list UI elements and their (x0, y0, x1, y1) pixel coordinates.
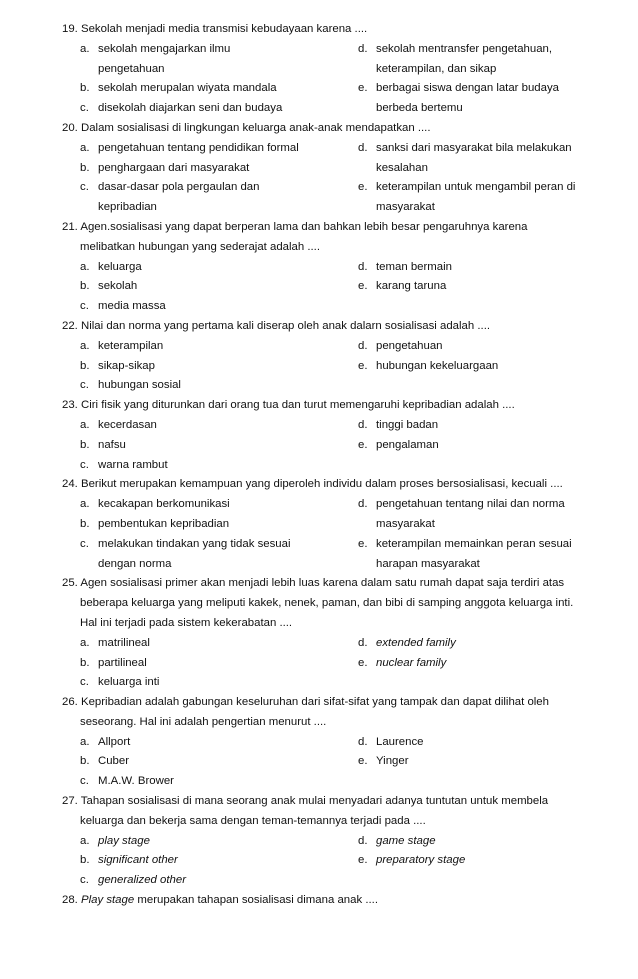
option-a[interactable] (80, 139, 299, 159)
question-stem-continued (0, 614, 638, 634)
question-text: melibatkan hubungan yang sederajat adalah .... (80, 240, 321, 253)
option-e[interactable] (358, 79, 559, 99)
option-letter: e. (358, 854, 368, 867)
option-a[interactable] (80, 416, 157, 436)
question-stem (0, 574, 638, 594)
option-text: keterampilan untuk mengambil peran di (376, 181, 576, 194)
option-letter: a. (80, 735, 90, 748)
option-letter: c. (80, 181, 89, 194)
question-stem (0, 119, 638, 139)
option-row (0, 832, 638, 852)
question-text: Sekolah menjadi media transmisi kebudayaan karena .... (81, 23, 368, 35)
option-letter: c. (80, 458, 89, 471)
question-stem-continued (0, 812, 638, 832)
option-text: M.A.W. Brower (98, 775, 174, 788)
question-stem (0, 20, 638, 40)
option-letter: a. (80, 260, 90, 273)
option-letter: d. (358, 498, 368, 511)
option-row (0, 851, 638, 871)
question-stem (0, 693, 638, 713)
option-c[interactable] (80, 297, 166, 317)
question-number: 25. (62, 577, 81, 590)
option-letter: b. (80, 755, 90, 768)
question-number: 21. (62, 220, 81, 233)
option-text: tinggi badan (376, 418, 439, 431)
question-number: 24. (62, 478, 81, 491)
option-text: keterampilan (98, 339, 164, 352)
option-letter: a. (80, 418, 90, 431)
option-text: generalized other (98, 874, 187, 887)
option-b[interactable] (80, 851, 178, 871)
option-text: sanksi dari masyarakat bila melakukan (376, 141, 572, 154)
option-c[interactable] (98, 555, 171, 575)
question-stem (0, 792, 638, 812)
option-letter: e. (358, 438, 368, 451)
option-row (0, 297, 638, 317)
option-letter: b. (80, 82, 90, 95)
option-d[interactable] (376, 515, 435, 535)
option-row (0, 535, 638, 555)
option-letter: c. (80, 379, 89, 392)
option-letter: a. (80, 636, 90, 649)
option-text: masyarakat (376, 517, 435, 530)
option-a[interactable] (80, 495, 230, 515)
option-letter: e. (358, 181, 368, 194)
question-text: merupakan tahapan sosialisasi dimana anak .... (134, 894, 378, 907)
question-stem (0, 475, 638, 495)
option-e[interactable] (358, 436, 439, 456)
option-c[interactable] (80, 376, 181, 396)
option-b[interactable] (80, 654, 147, 674)
option-text: extended family (376, 636, 456, 649)
option-text: hubungan sosial (98, 379, 181, 392)
question-text: Berikut merupakan kemampuan yang diperoleh individu dalam proses bersosialisasi, kecuali .... (81, 478, 563, 491)
option-letter: a. (80, 141, 90, 154)
option-row (0, 159, 638, 179)
option-row (0, 139, 638, 159)
option-letter: e. (358, 537, 368, 550)
option-text: keterampilan memainkan peran sesuai (376, 537, 572, 550)
option-b[interactable] (80, 357, 155, 377)
option-text: sekolah (98, 280, 138, 293)
option-letter: a. (80, 339, 90, 352)
option-letter: e. (358, 656, 368, 669)
option-text: media massa (98, 300, 166, 313)
option-letter: b. (80, 280, 90, 293)
option-text: Yinger (376, 755, 409, 768)
option-text: dasar-dasar pola pergaulan dan (98, 181, 260, 194)
option-text: Allport (98, 735, 131, 748)
question-text: Agen sosialisasi primer akan menjadi lebih luas karena dalam satu rumah dapat saja terdiri atas (80, 577, 565, 590)
option-text: teman bermain (376, 260, 452, 273)
option-c[interactable] (80, 871, 186, 891)
option-letter: a. (80, 498, 90, 511)
option-text: warna rambut (98, 458, 168, 471)
document-page (0, 20, 638, 911)
option-text: penghargaan dari masyarakat (98, 161, 250, 174)
option-text: pengalaman (376, 438, 439, 451)
option-e[interactable] (358, 654, 446, 674)
option-text: hubungan kekeluargaan (376, 359, 499, 372)
option-a[interactable] (80, 733, 130, 753)
option-text: melakukan tindakan yang tidak sesuai (98, 537, 291, 550)
option-letter: d. (358, 42, 368, 55)
question-stem-continued (0, 594, 638, 614)
option-text: keluarga inti (98, 676, 160, 689)
option-e[interactable] (358, 752, 409, 772)
option-a[interactable] (80, 337, 163, 357)
option-letter: b. (80, 517, 90, 530)
option-letter: c. (80, 676, 89, 689)
option-text: pengetahuan (376, 339, 443, 352)
option-text: kecerdasan (98, 418, 157, 431)
option-letter: d. (358, 141, 368, 154)
option-b[interactable] (80, 79, 277, 99)
option-letter: a. (80, 834, 90, 847)
option-letter: c. (80, 775, 89, 788)
option-b[interactable] (80, 515, 229, 535)
option-text: nuclear family (376, 656, 447, 669)
option-e[interactable] (358, 535, 572, 555)
option-text: game stage (376, 834, 436, 847)
option-c[interactable] (80, 178, 259, 198)
option-text: pengetahuan tentang pendidikan formal (98, 141, 299, 154)
question-number: 26. (62, 696, 81, 709)
question-stem (0, 218, 638, 238)
option-row (0, 277, 638, 297)
question-text: Agen.sosialisasi yang dapat berperan lama dan bahkan lebih besar pengaruhnya karena (80, 220, 528, 233)
option-e[interactable] (358, 178, 575, 198)
option-a[interactable] (80, 40, 230, 60)
option-d[interactable] (358, 832, 436, 852)
option-d[interactable] (376, 159, 428, 179)
option-row (0, 60, 638, 80)
option-row (0, 99, 638, 119)
option-text: keterampilan, dan sikap (376, 62, 497, 75)
option-row (0, 178, 638, 198)
option-letter: c. (80, 300, 89, 313)
option-c[interactable] (80, 535, 291, 555)
option-text: kepribadian (98, 201, 157, 214)
option-text: harapan masyarakat (376, 557, 480, 570)
option-b[interactable] (80, 159, 249, 179)
option-a[interactable] (80, 634, 150, 654)
option-text: disekolah diajarkan seni dan budaya (98, 102, 283, 115)
option-row (0, 337, 638, 357)
question-text: Nilai dan norma yang pertama kali diserap oleh anak dalarn sosialisasi adalah .... (81, 319, 491, 332)
option-text: significant other (98, 854, 178, 867)
option-c[interactable] (98, 198, 157, 218)
question-number: 19. (62, 23, 81, 35)
option-text: pembentukan kepribadian (98, 517, 230, 530)
option-row (0, 515, 638, 535)
option-text: dengan norma (98, 557, 172, 570)
option-text: keluarga (98, 260, 142, 273)
option-e[interactable] (376, 99, 463, 119)
option-e[interactable] (376, 555, 480, 575)
question-text: beberapa keluarga yang meliputi kakek, nenek, paman, dan bibi di samping anggota keluarga inti. (80, 597, 574, 610)
option-letter: b. (80, 438, 90, 451)
option-d[interactable] (358, 258, 452, 278)
option-e[interactable] (358, 277, 446, 297)
option-e[interactable] (358, 851, 465, 871)
option-letter: d. (358, 636, 368, 649)
option-letter: a. (80, 42, 90, 55)
option-row (0, 634, 638, 654)
option-c[interactable] (80, 673, 159, 693)
option-row (0, 416, 638, 436)
option-a[interactable] (80, 832, 150, 852)
option-text: masyarakat (376, 201, 435, 214)
option-a[interactable] (80, 258, 142, 278)
option-d[interactable] (358, 495, 565, 515)
option-b[interactable] (80, 752, 129, 772)
option-text: berbeda bertemu (376, 102, 463, 115)
option-d[interactable] (358, 40, 552, 60)
question-text: Hal ini terjadi pada sistem kekerabatan .... (80, 616, 293, 629)
option-d[interactable] (358, 139, 572, 159)
option-row (0, 40, 638, 60)
option-text: karang taruna (376, 280, 447, 293)
question-text: Dalam sosialisasi di lingkungan keluarga anak-anak mendapatkan .... (81, 121, 431, 134)
option-text: kesalahan (376, 161, 428, 174)
option-row (0, 376, 638, 396)
option-e[interactable] (358, 357, 498, 377)
option-c[interactable] (80, 456, 168, 476)
option-row (0, 495, 638, 515)
option-row (0, 357, 638, 377)
question-stem-continued (0, 238, 638, 258)
option-c[interactable] (80, 99, 282, 119)
option-d[interactable] (358, 733, 424, 753)
option-text: sikap-sikap (98, 359, 155, 372)
option-row (0, 673, 638, 693)
option-text: berbagai siswa dengan latar budaya (376, 82, 560, 95)
option-letter: d. (358, 735, 368, 748)
question-stem (0, 891, 638, 911)
option-letter: e. (358, 82, 368, 95)
option-text: sekolah mentransfer pengetahuan, (376, 42, 553, 55)
option-a[interactable] (98, 60, 165, 80)
question-text: Tahapan sosialisasi di mana seorang anak mulai menyadari adanya tuntutan untuk membela (80, 795, 549, 808)
option-text: sekolah mengajarkan ilmu (98, 42, 231, 55)
option-text: play stage (98, 834, 150, 847)
question-stem (0, 317, 638, 337)
option-text: sekolah merupalan wiyata mandala (98, 82, 277, 95)
option-text: Cuber (98, 755, 130, 768)
option-d[interactable] (358, 416, 438, 436)
question-number: 27. (62, 795, 81, 808)
question-stem-continued (0, 713, 638, 733)
option-letter: d. (358, 260, 368, 273)
option-row (0, 436, 638, 456)
option-row (0, 258, 638, 278)
option-d[interactable] (358, 337, 443, 357)
option-d[interactable] (358, 634, 456, 654)
option-row (0, 79, 638, 99)
option-text: pengetahuan (98, 62, 165, 75)
option-row (0, 456, 638, 476)
question-text: Ciri fisik yang diturunkan dari orang tua dan turut memengaruhi kepribadian adalah .... (81, 399, 515, 412)
question-number: 22. (62, 319, 81, 332)
option-text: pengetahuan tentang nilai dan norma (376, 498, 565, 511)
option-letter: d. (358, 834, 368, 847)
option-e[interactable] (376, 198, 435, 218)
option-letter: b. (80, 359, 90, 372)
option-letter: d. (358, 418, 368, 431)
option-text: preparatory stage (376, 854, 466, 867)
question-number: 20. (62, 121, 81, 134)
option-d[interactable] (376, 60, 496, 80)
option-b[interactable] (80, 436, 126, 456)
option-letter: b. (80, 656, 90, 669)
option-row (0, 871, 638, 891)
option-text: matrilineal (98, 636, 150, 649)
option-row (0, 733, 638, 753)
option-letter: b. (80, 161, 90, 174)
option-b[interactable] (80, 277, 137, 297)
option-letter: e. (358, 359, 368, 372)
option-letter: e. (358, 280, 368, 293)
question-stem (0, 396, 638, 416)
option-text: kecakapan berkomunikasi (98, 498, 230, 511)
option-row (0, 772, 638, 792)
option-row (0, 198, 638, 218)
option-letter: c. (80, 102, 89, 115)
question-number: 23. (62, 399, 81, 412)
option-text: nafsu (98, 438, 126, 451)
option-text: partilineal (98, 656, 147, 669)
option-letter: c. (80, 537, 89, 550)
option-row (0, 752, 638, 772)
option-row (0, 654, 638, 674)
option-letter: e. (358, 755, 368, 768)
option-c[interactable] (80, 772, 174, 792)
question-text-italic: Play stage (81, 894, 135, 907)
option-letter: c. (80, 874, 89, 887)
option-text: Laurence (376, 735, 424, 748)
question-text: Kepribadian adalah gabungan keseluruhan dari sifat-sifat yang tampak dan dapat dilihat oleh (81, 696, 549, 709)
question-number: 28. (62, 894, 81, 907)
option-letter: d. (358, 339, 368, 352)
question-text: keluarga dan bekerja sama dengan teman-temannya terjadi pada .... (80, 814, 426, 827)
option-letter: b. (80, 854, 90, 867)
question-text: seseorang. Hal ini adalah pengertian menurut .... (80, 715, 327, 728)
option-row (0, 555, 638, 575)
